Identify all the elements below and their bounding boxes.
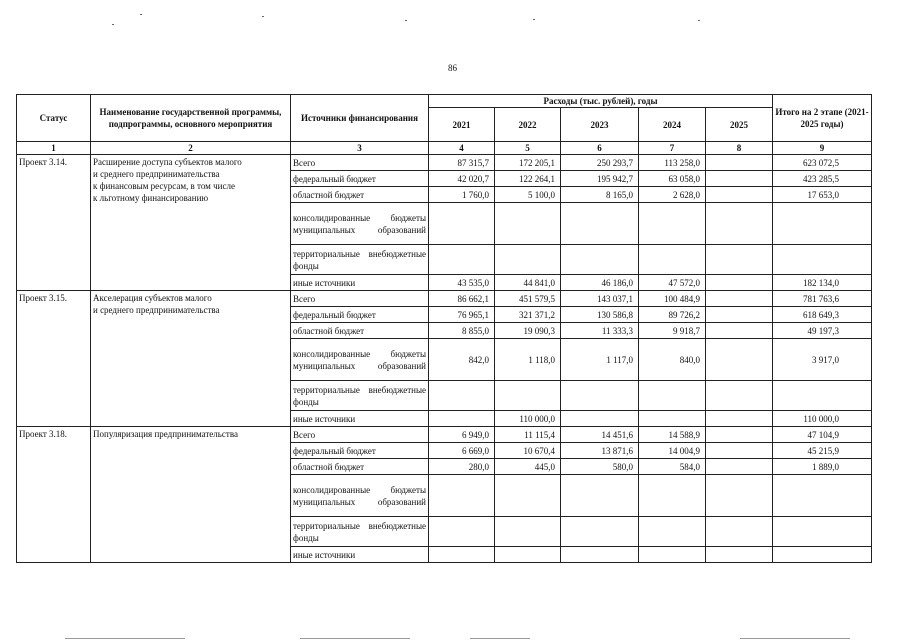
funding-source: областной бюджет (291, 187, 429, 203)
funding-source: Всего (291, 427, 429, 443)
amount-2024 (639, 475, 706, 517)
amount-2023: 14 451,6 (561, 427, 639, 443)
amount-2022 (495, 517, 561, 547)
funding-source: федеральный бюджет (291, 171, 429, 187)
amount-2022: 172 205,1 (495, 155, 561, 171)
funding-source: иные источники (291, 547, 429, 563)
amount-2025 (706, 203, 773, 245)
table-row (17, 427, 872, 443)
project-name-line: Популяризация предпринимательства (93, 429, 238, 439)
amount-2021 (429, 411, 495, 427)
amount-2021: 842,0 (429, 339, 495, 381)
amount-2024: 89 726,2 (639, 307, 706, 323)
amount-total: 781 763,6 (773, 291, 872, 307)
funding-source: областной бюджет (291, 323, 429, 339)
amount-2023: 11 333,3 (561, 323, 639, 339)
scan-speck (533, 19, 535, 20)
amount-total: 17 653,0 (773, 187, 872, 203)
amount-2025 (706, 171, 773, 187)
amount-2024: 63 058,0 (639, 171, 706, 187)
col-number: 2 (91, 142, 291, 155)
funding-source: территориальные внебюджетные фонды (291, 245, 429, 275)
amount-2021: 87 315,7 (429, 155, 495, 171)
col-number: 8 (706, 142, 773, 155)
col-number: 3 (291, 142, 429, 155)
amount-2022 (495, 547, 561, 563)
amount-total (773, 203, 872, 245)
amount-2024 (639, 245, 706, 275)
amount-total: 47 104,9 (773, 427, 872, 443)
amount-total: 623 072,5 (773, 155, 872, 171)
amount-2023: 143 037,1 (561, 291, 639, 307)
amount-total (773, 475, 872, 517)
amount-2023: 580,0 (561, 459, 639, 475)
amount-2025 (706, 517, 773, 547)
funding-source: иные источники (291, 275, 429, 291)
amount-2021 (429, 475, 495, 517)
amount-total: 49 197,3 (773, 323, 872, 339)
amount-2024 (639, 203, 706, 245)
amount-2021: 6 669,0 (429, 443, 495, 459)
amount-2025 (706, 323, 773, 339)
amount-2023: 8 165,0 (561, 187, 639, 203)
project-name (91, 291, 291, 427)
amount-2021: 1 760,0 (429, 187, 495, 203)
funding-source: консолидированные бюджеты муниципальных образований (291, 475, 429, 517)
amount-2023: 46 186,0 (561, 275, 639, 291)
amount-2022: 10 670,4 (495, 443, 561, 459)
amount-2025 (706, 427, 773, 443)
amount-2023: 1 117,0 (561, 339, 639, 381)
funding-source: консолидированные бюджеты муниципальных образований (291, 203, 429, 245)
amount-2024: 113 258,0 (639, 155, 706, 171)
amount-2022 (495, 475, 561, 517)
project-name-line: и среднего предпринимательства (93, 169, 220, 179)
amount-total (773, 547, 872, 563)
amount-2021 (429, 517, 495, 547)
amount-total: 45 215,9 (773, 443, 872, 459)
budget-table (16, 94, 872, 563)
amount-2023 (561, 203, 639, 245)
amount-2021 (429, 381, 495, 411)
col-number: 5 (495, 142, 561, 155)
header-year-2023: 2023 (561, 108, 639, 142)
scan-speck (262, 16, 264, 17)
amount-total: 423 285,5 (773, 171, 872, 187)
scan-speck (405, 20, 407, 21)
amount-2022: 11 115,4 (495, 427, 561, 443)
amount-2022 (495, 245, 561, 275)
amount-total: 618 649,3 (773, 307, 872, 323)
amount-2024: 2 628,0 (639, 187, 706, 203)
amount-2025 (706, 443, 773, 459)
table-header (17, 95, 872, 155)
amount-2023 (561, 517, 639, 547)
amount-2025 (706, 187, 773, 203)
amount-2023: 195 942,7 (561, 171, 639, 187)
amount-2025 (706, 291, 773, 307)
amount-2025 (706, 245, 773, 275)
amount-2021: 8 855,0 (429, 323, 495, 339)
amount-2021: 76 965,1 (429, 307, 495, 323)
header-total: Итого на 2 этапе (2021-2025 годы) (773, 95, 872, 142)
amount-2025 (706, 459, 773, 475)
amount-total: 3 917,0 (773, 339, 872, 381)
amount-total: 1 889,0 (773, 459, 872, 475)
amount-total (773, 381, 872, 411)
amount-2025 (706, 381, 773, 411)
scan-speck (140, 14, 142, 15)
amount-2022: 1 118,0 (495, 339, 561, 381)
amount-2025 (706, 339, 773, 381)
amount-2021 (429, 547, 495, 563)
header-year-2025: 2025 (706, 108, 773, 142)
table-body (17, 155, 872, 563)
scan-speck (698, 20, 700, 21)
amount-2023: 13 871,6 (561, 443, 639, 459)
header-program: Наименование государственной программы, подпрограммы, основного мероприятия (91, 95, 291, 142)
amount-2021: 280,0 (429, 459, 495, 475)
amount-2024: 840,0 (639, 339, 706, 381)
amount-2024 (639, 517, 706, 547)
amount-2025 (706, 155, 773, 171)
funding-source: территориальные внебюджетные фонды (291, 517, 429, 547)
scan-edge-line (65, 638, 185, 639)
amount-2025 (706, 307, 773, 323)
project-name (91, 155, 291, 291)
amount-total: 110 000,0 (773, 411, 872, 427)
col-number: 9 (773, 142, 872, 155)
header-year-2022: 2022 (495, 108, 561, 142)
amount-2021 (429, 203, 495, 245)
amount-2025 (706, 475, 773, 517)
funding-source: федеральный бюджет (291, 307, 429, 323)
amount-2023 (561, 411, 639, 427)
amount-total: 182 134,0 (773, 275, 872, 291)
funding-source: Всего (291, 291, 429, 307)
project-name-line: и среднего предпринимательства (93, 305, 220, 315)
scan-edge-line (740, 638, 850, 639)
amount-2024: 9 918,7 (639, 323, 706, 339)
funding-source: федеральный бюджет (291, 443, 429, 459)
amount-2023 (561, 547, 639, 563)
project-name-line: Расширение доступа субъектов малого (93, 157, 242, 167)
amount-2022 (495, 381, 561, 411)
amount-2022: 5 100,0 (495, 187, 561, 203)
funding-source: иные источники (291, 411, 429, 427)
amount-2022: 445,0 (495, 459, 561, 475)
scan-speck (112, 24, 114, 25)
project-name-line: к финансовым ресурсам, в том числе (93, 181, 235, 191)
project-name-line: Акселерация субъектов малого (93, 293, 212, 303)
scan-edge-line (470, 638, 530, 639)
funding-source: областной бюджет (291, 459, 429, 475)
table-row (17, 291, 872, 307)
amount-2024: 47 572,0 (639, 275, 706, 291)
amount-2024: 14 588,9 (639, 427, 706, 443)
funding-source: Всего (291, 155, 429, 171)
amount-2024 (639, 547, 706, 563)
header-year-2024: 2024 (639, 108, 706, 142)
column-number-row (17, 142, 872, 155)
amount-total (773, 245, 872, 275)
table-row (17, 155, 872, 171)
amount-2022: 451 579,5 (495, 291, 561, 307)
header-year-2021: 2021 (429, 108, 495, 142)
amount-2022: 110 000,0 (495, 411, 561, 427)
funding-source: консолидированные бюджеты муниципальных образований (291, 339, 429, 381)
col-number: 7 (639, 142, 706, 155)
amount-2022: 122 264,1 (495, 171, 561, 187)
amount-2025 (706, 275, 773, 291)
amount-2022 (495, 203, 561, 245)
header-expenses: Расходы (тыс. рублей), годы (429, 95, 773, 108)
col-number: 1 (17, 142, 91, 155)
amount-2023 (561, 475, 639, 517)
project-name (91, 427, 291, 563)
amount-2021: 43 535,0 (429, 275, 495, 291)
amount-2023: 130 586,8 (561, 307, 639, 323)
amount-2021: 86 662,1 (429, 291, 495, 307)
project-status: Проект 3.18. (17, 427, 91, 563)
amount-2024: 14 004,9 (639, 443, 706, 459)
amount-2024 (639, 381, 706, 411)
amount-2024 (639, 411, 706, 427)
header-status: Статус (17, 95, 91, 142)
amount-2023 (561, 381, 639, 411)
col-number: 6 (561, 142, 639, 155)
amount-2022: 321 371,2 (495, 307, 561, 323)
amount-2022: 19 090,3 (495, 323, 561, 339)
amount-2023: 250 293,7 (561, 155, 639, 171)
amount-2021: 42 020,7 (429, 171, 495, 187)
scan-edge-line (300, 638, 410, 639)
amount-2024: 584,0 (639, 459, 706, 475)
project-name-line: к льготному финансированию (93, 193, 209, 203)
amount-2025 (706, 411, 773, 427)
amount-2024: 100 484,9 (639, 291, 706, 307)
header-sources: Источники финансирования (291, 95, 429, 142)
col-number: 4 (429, 142, 495, 155)
funding-source: территориальные внебюджетные фонды (291, 381, 429, 411)
amount-total (773, 517, 872, 547)
amount-2021: 6 949,0 (429, 427, 495, 443)
amount-2022: 44 841,0 (495, 275, 561, 291)
project-status: Проект 3.15. (17, 291, 91, 427)
amount-2025 (706, 547, 773, 563)
page-number: 86 (448, 63, 457, 73)
project-status: Проект 3.14. (17, 155, 91, 291)
amount-2021 (429, 245, 495, 275)
amount-2023 (561, 245, 639, 275)
